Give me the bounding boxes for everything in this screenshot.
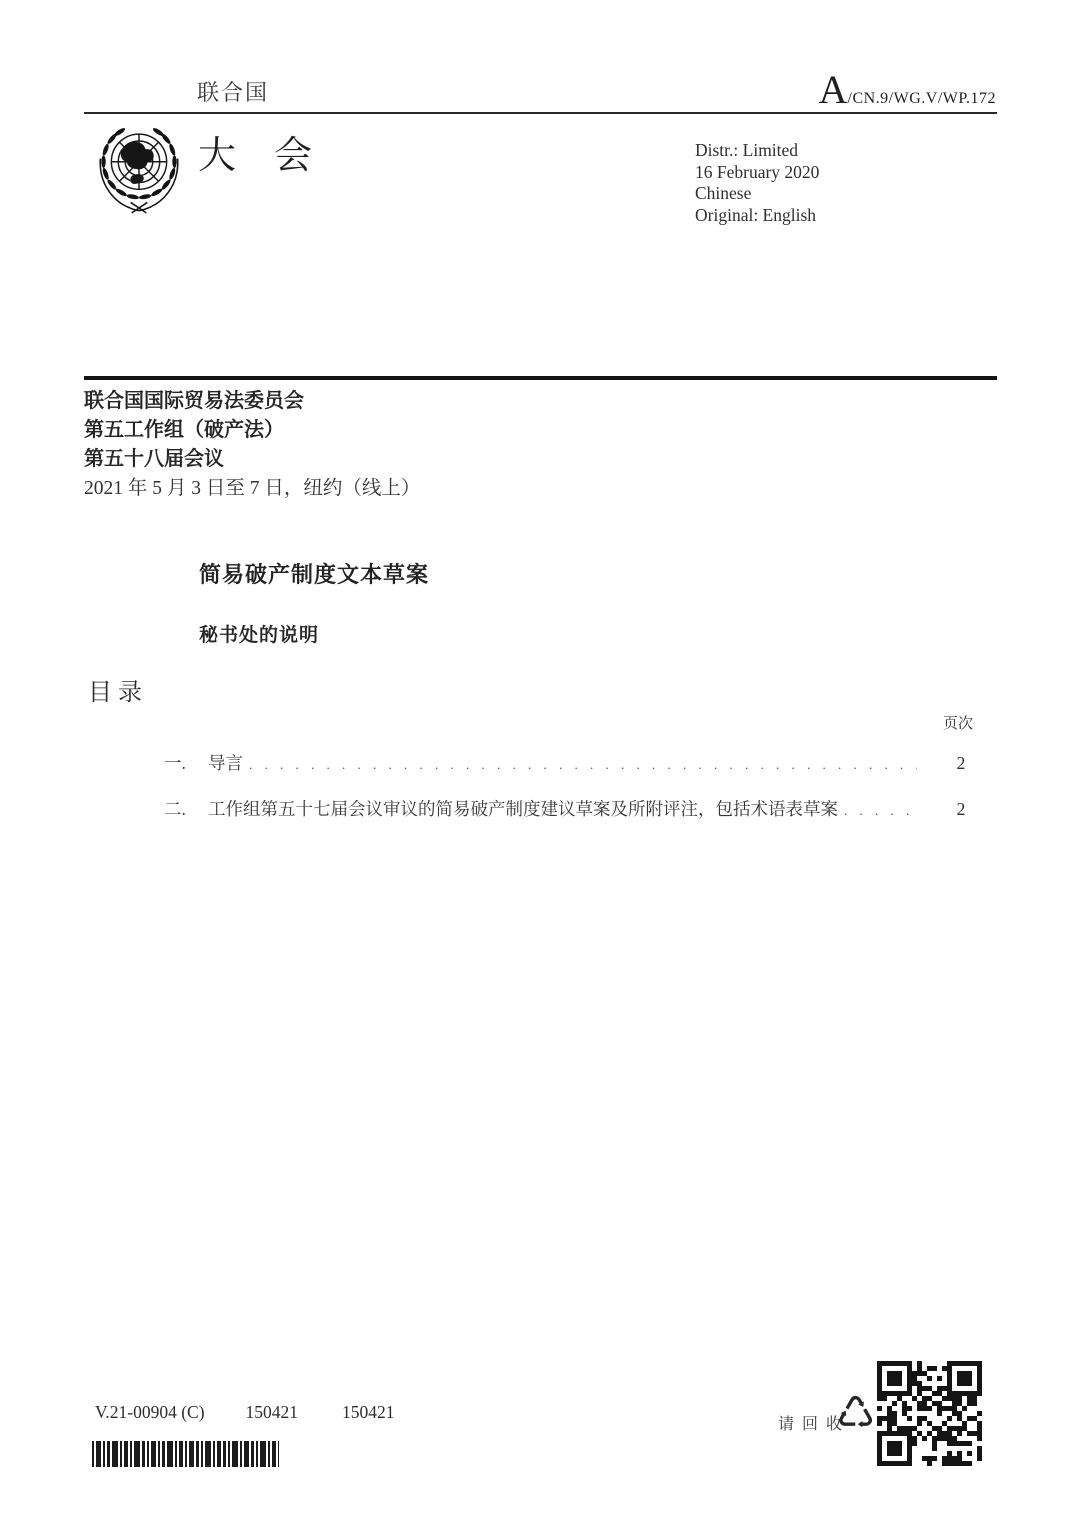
toc-leader-dots (844, 803, 917, 819)
document-symbol-number: /CN.9/WG.V/WP.172 (847, 90, 996, 107)
session-block (84, 387, 420, 503)
footer-code-2: 150421 (342, 1402, 395, 1422)
document-symbol (819, 66, 996, 113)
document-symbol-series: A (818, 67, 848, 112)
committee-name: 联合国国际贸易法委员会 (84, 390, 304, 412)
document-subtitle: 秘书处的说明 (199, 625, 320, 646)
language-line: Chinese (695, 183, 752, 203)
date-line: 16 February 2020 (695, 161, 820, 182)
session-dates: 2021 年 5 月 3 日至 7 日，纽约（线上） (84, 478, 421, 499)
toc-table (84, 712, 997, 821)
toc-item-page: 2 (956, 753, 966, 773)
toc-item-label: 导言 (208, 753, 243, 773)
footer-identifiers (95, 1402, 395, 1423)
job-number: V.21-00904 (C) (95, 1402, 205, 1422)
un-emblem-icon (86, 120, 192, 216)
recycle-label: 请回收 (778, 1416, 851, 1433)
toc-item-label: 工作组第五十七届会议审议的简易破产制度建议草案及所附评注，包括术语表草案 (208, 799, 838, 819)
barcode (92, 1441, 279, 1467)
toc-heading: 目录 (88, 680, 148, 706)
toc-row (84, 750, 997, 775)
qr-code (877, 1361, 982, 1466)
toc-leader-dots (249, 757, 917, 773)
working-group-name: 第五工作组（破产法） (84, 419, 284, 441)
distribution-block (695, 140, 819, 226)
original-language-line: Original: English (695, 204, 817, 225)
section-divider (84, 376, 997, 380)
document-title: 简易破产制度文本草案 (199, 562, 430, 587)
footer-code-1: 150421 (245, 1402, 299, 1422)
recycle-icon: ♺ (836, 1388, 876, 1439)
distr-line: Distr.: Limited (695, 140, 799, 160)
toc-item-page: 2 (956, 799, 966, 819)
un-org-name: 联合国 (197, 80, 270, 105)
toc-row (84, 796, 997, 821)
assembly-title: 大 会 (198, 135, 313, 177)
header-divider (84, 112, 997, 114)
session-number: 第五十八届会议 (84, 448, 224, 470)
toc-item-numeral: 一. (164, 753, 186, 773)
toc-page-column-header: 页次 (942, 716, 973, 732)
toc-item-numeral: 二. (164, 799, 186, 819)
